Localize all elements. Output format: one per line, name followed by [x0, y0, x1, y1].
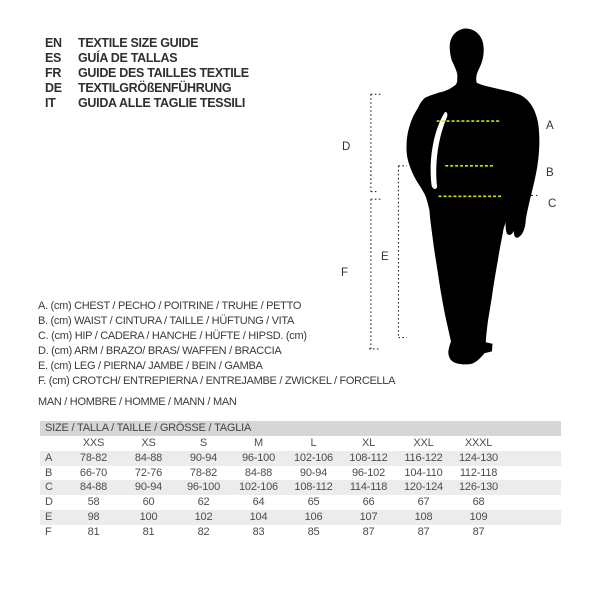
size-value-cell: 65 — [307, 496, 320, 509]
size-value-cell: 104 — [249, 510, 268, 523]
size-column-header: XXXL — [464, 437, 493, 449]
language-title: TEXTILGRÖßENFÜHRUNG — [78, 81, 232, 95]
size-value-cell: 84-88 — [134, 452, 163, 464]
size-value-cell: 109 — [469, 510, 488, 523]
filler-cell — [506, 510, 561, 525]
size-value-cell: 96-102 — [351, 466, 386, 479]
table-row — [40, 510, 561, 525]
figure-label-d: D — [342, 140, 351, 153]
size-column-header: S — [199, 437, 208, 449]
language-code: IT — [45, 96, 56, 110]
row-label: A — [45, 452, 53, 464]
size-table — [40, 436, 561, 539]
figure-label-b: B — [546, 167, 554, 179]
size-value-cell: 108-112 — [349, 452, 388, 464]
size-value-cell: 102-106 — [239, 481, 278, 494]
size-value-cell: 90-94 — [189, 452, 218, 464]
size-column-header: XXL — [413, 437, 434, 449]
size-value-cell: 116-122 — [404, 452, 443, 464]
corner-cell — [40, 436, 66, 451]
size-value-cell: 84-88 — [244, 466, 273, 479]
language-code: EN — [45, 36, 62, 50]
size-value-cell: 102-106 — [294, 452, 333, 464]
size-value-cell: 81 — [87, 525, 100, 538]
filler-cell — [506, 480, 561, 495]
language-row — [45, 96, 249, 111]
size-value-cell: 78-82 — [189, 466, 218, 479]
size-value-cell: 68 — [472, 496, 485, 509]
size-value-cell: 114-118 — [349, 481, 388, 494]
size-value-cell: 62 — [197, 496, 210, 509]
figure-label-c: C — [548, 197, 557, 210]
figure-label-a: A — [546, 120, 554, 132]
size-value-cell: 96-100 — [186, 481, 221, 494]
measurement-line: B. (cm) WAIST / CINTURA / TAILLE / HÜFTUNG / VITA — [38, 315, 295, 327]
size-value-cell: 102 — [194, 510, 213, 523]
size-value-cell: 90-94 — [134, 481, 163, 494]
size-value-cell: 66-70 — [79, 466, 108, 479]
size-value-cell: 81 — [142, 525, 155, 538]
size-table-title: SIZE / TALLA / TAILLE / GRÖSSE / TAGLIA — [40, 421, 561, 436]
size-value-cell: 108 — [414, 510, 433, 523]
language-code: ES — [45, 51, 62, 65]
size-table-section — [40, 421, 561, 539]
size-value-cell: 108-112 — [294, 481, 333, 494]
row-label: D — [45, 496, 53, 509]
measure-line-d — [371, 94, 381, 191]
language-title: GUÍA DE TALLAS — [78, 51, 178, 65]
size-value-cell: 83 — [252, 525, 265, 538]
armhole-gap — [431, 112, 448, 189]
measurement-line: A. (cm) CHEST / PECHO / POITRINE / TRUHE / PETTO — [38, 300, 302, 312]
measurement-lines — [38, 299, 395, 389]
size-value-cell: 64 — [252, 496, 265, 509]
language-row — [45, 81, 249, 96]
table-row — [40, 480, 561, 495]
size-value-cell: 87 — [472, 525, 485, 538]
filler-cell — [506, 436, 561, 451]
size-column-header: M — [254, 437, 263, 449]
size-value-cell: 66 — [362, 496, 375, 509]
row-label: F — [45, 525, 52, 538]
measurement-legend — [38, 299, 395, 410]
size-value-cell: 126-130 — [459, 481, 498, 494]
yellow-measure-lines — [437, 121, 502, 196]
man-silhouette — [406, 28, 539, 364]
row-label: B — [45, 466, 53, 479]
filler-cell — [506, 451, 561, 466]
size-value-cell: 78-82 — [79, 452, 108, 464]
language-title: GUIDA ALLE TAGLIE TESSILI — [78, 96, 246, 110]
size-value-cell: 96-100 — [241, 452, 276, 464]
size-value-cell: 82 — [197, 525, 210, 538]
size-value-cell: 84-88 — [79, 481, 108, 494]
filler-cell — [506, 466, 561, 481]
size-column-header: L — [310, 437, 317, 449]
measurement-line: F. (cm) CROTCH/ ENTREPIERNA / ENTREJAMBE / ZWICKEL / FORCELLA — [38, 375, 396, 387]
language-title: TEXTILE SIZE GUIDE — [78, 36, 199, 50]
table-row — [40, 466, 561, 481]
table-row — [40, 495, 561, 510]
size-column-header: XXS — [82, 437, 105, 449]
row-label: E — [45, 510, 53, 523]
language-code: FR — [45, 66, 62, 80]
language-title: GUIDE DES TAILLES TEXTILE — [78, 66, 249, 80]
size-value-cell: 72-76 — [134, 466, 163, 479]
filler-cell — [506, 495, 561, 510]
size-value-cell: 60 — [142, 496, 155, 509]
size-value-cell: 107 — [359, 510, 378, 523]
size-value-cell: 106 — [304, 510, 323, 523]
size-value-cell: 120-124 — [404, 481, 443, 494]
size-value-cell: 85 — [307, 525, 320, 538]
row-label: C — [45, 481, 53, 494]
size-value-cell: 87 — [362, 525, 375, 538]
size-column-header: XS — [141, 437, 156, 449]
language-row — [45, 51, 249, 66]
size-value-cell: 100 — [139, 510, 158, 523]
size-value-cell: 124-130 — [459, 452, 498, 464]
measure-line-e — [398, 166, 407, 338]
size-column-header: XL — [361, 437, 376, 449]
size-value-cell: 87 — [417, 525, 430, 538]
size-column-header-row — [40, 436, 561, 451]
language-title-block — [45, 36, 249, 111]
size-value-cell: 58 — [87, 496, 100, 509]
language-row — [45, 66, 249, 81]
size-value-cell: 90-94 — [299, 466, 328, 479]
filler-cell — [506, 525, 561, 540]
size-value-cell: 112-118 — [459, 466, 498, 479]
language-code: DE — [45, 81, 62, 95]
size-value-cell: 104-110 — [404, 466, 443, 479]
measurement-line: C. (cm) HIP / CADERA / HANCHE / HÜFTE / HIPSD. (cm) — [38, 330, 307, 342]
size-value-cell: 67 — [417, 496, 430, 509]
gender-line: MAN / HOMBRE / HOMME / MANN / MAN — [38, 396, 237, 408]
label-pointer-lines — [498, 121, 538, 195]
measurement-line: E. (cm) LEG / PIERNA/ JAMBE / BEIN / GAMBA — [38, 360, 263, 372]
table-row — [40, 525, 561, 540]
language-row — [45, 36, 249, 51]
figure-label-e: E — [381, 250, 389, 263]
figure-label-f: F — [341, 266, 348, 279]
table-row — [40, 451, 561, 466]
measurement-line: D. (cm) ARM / BRAZO/ BRAS/ WAFFEN / BRACCIA — [38, 345, 282, 357]
size-value-cell: 98 — [87, 510, 100, 523]
